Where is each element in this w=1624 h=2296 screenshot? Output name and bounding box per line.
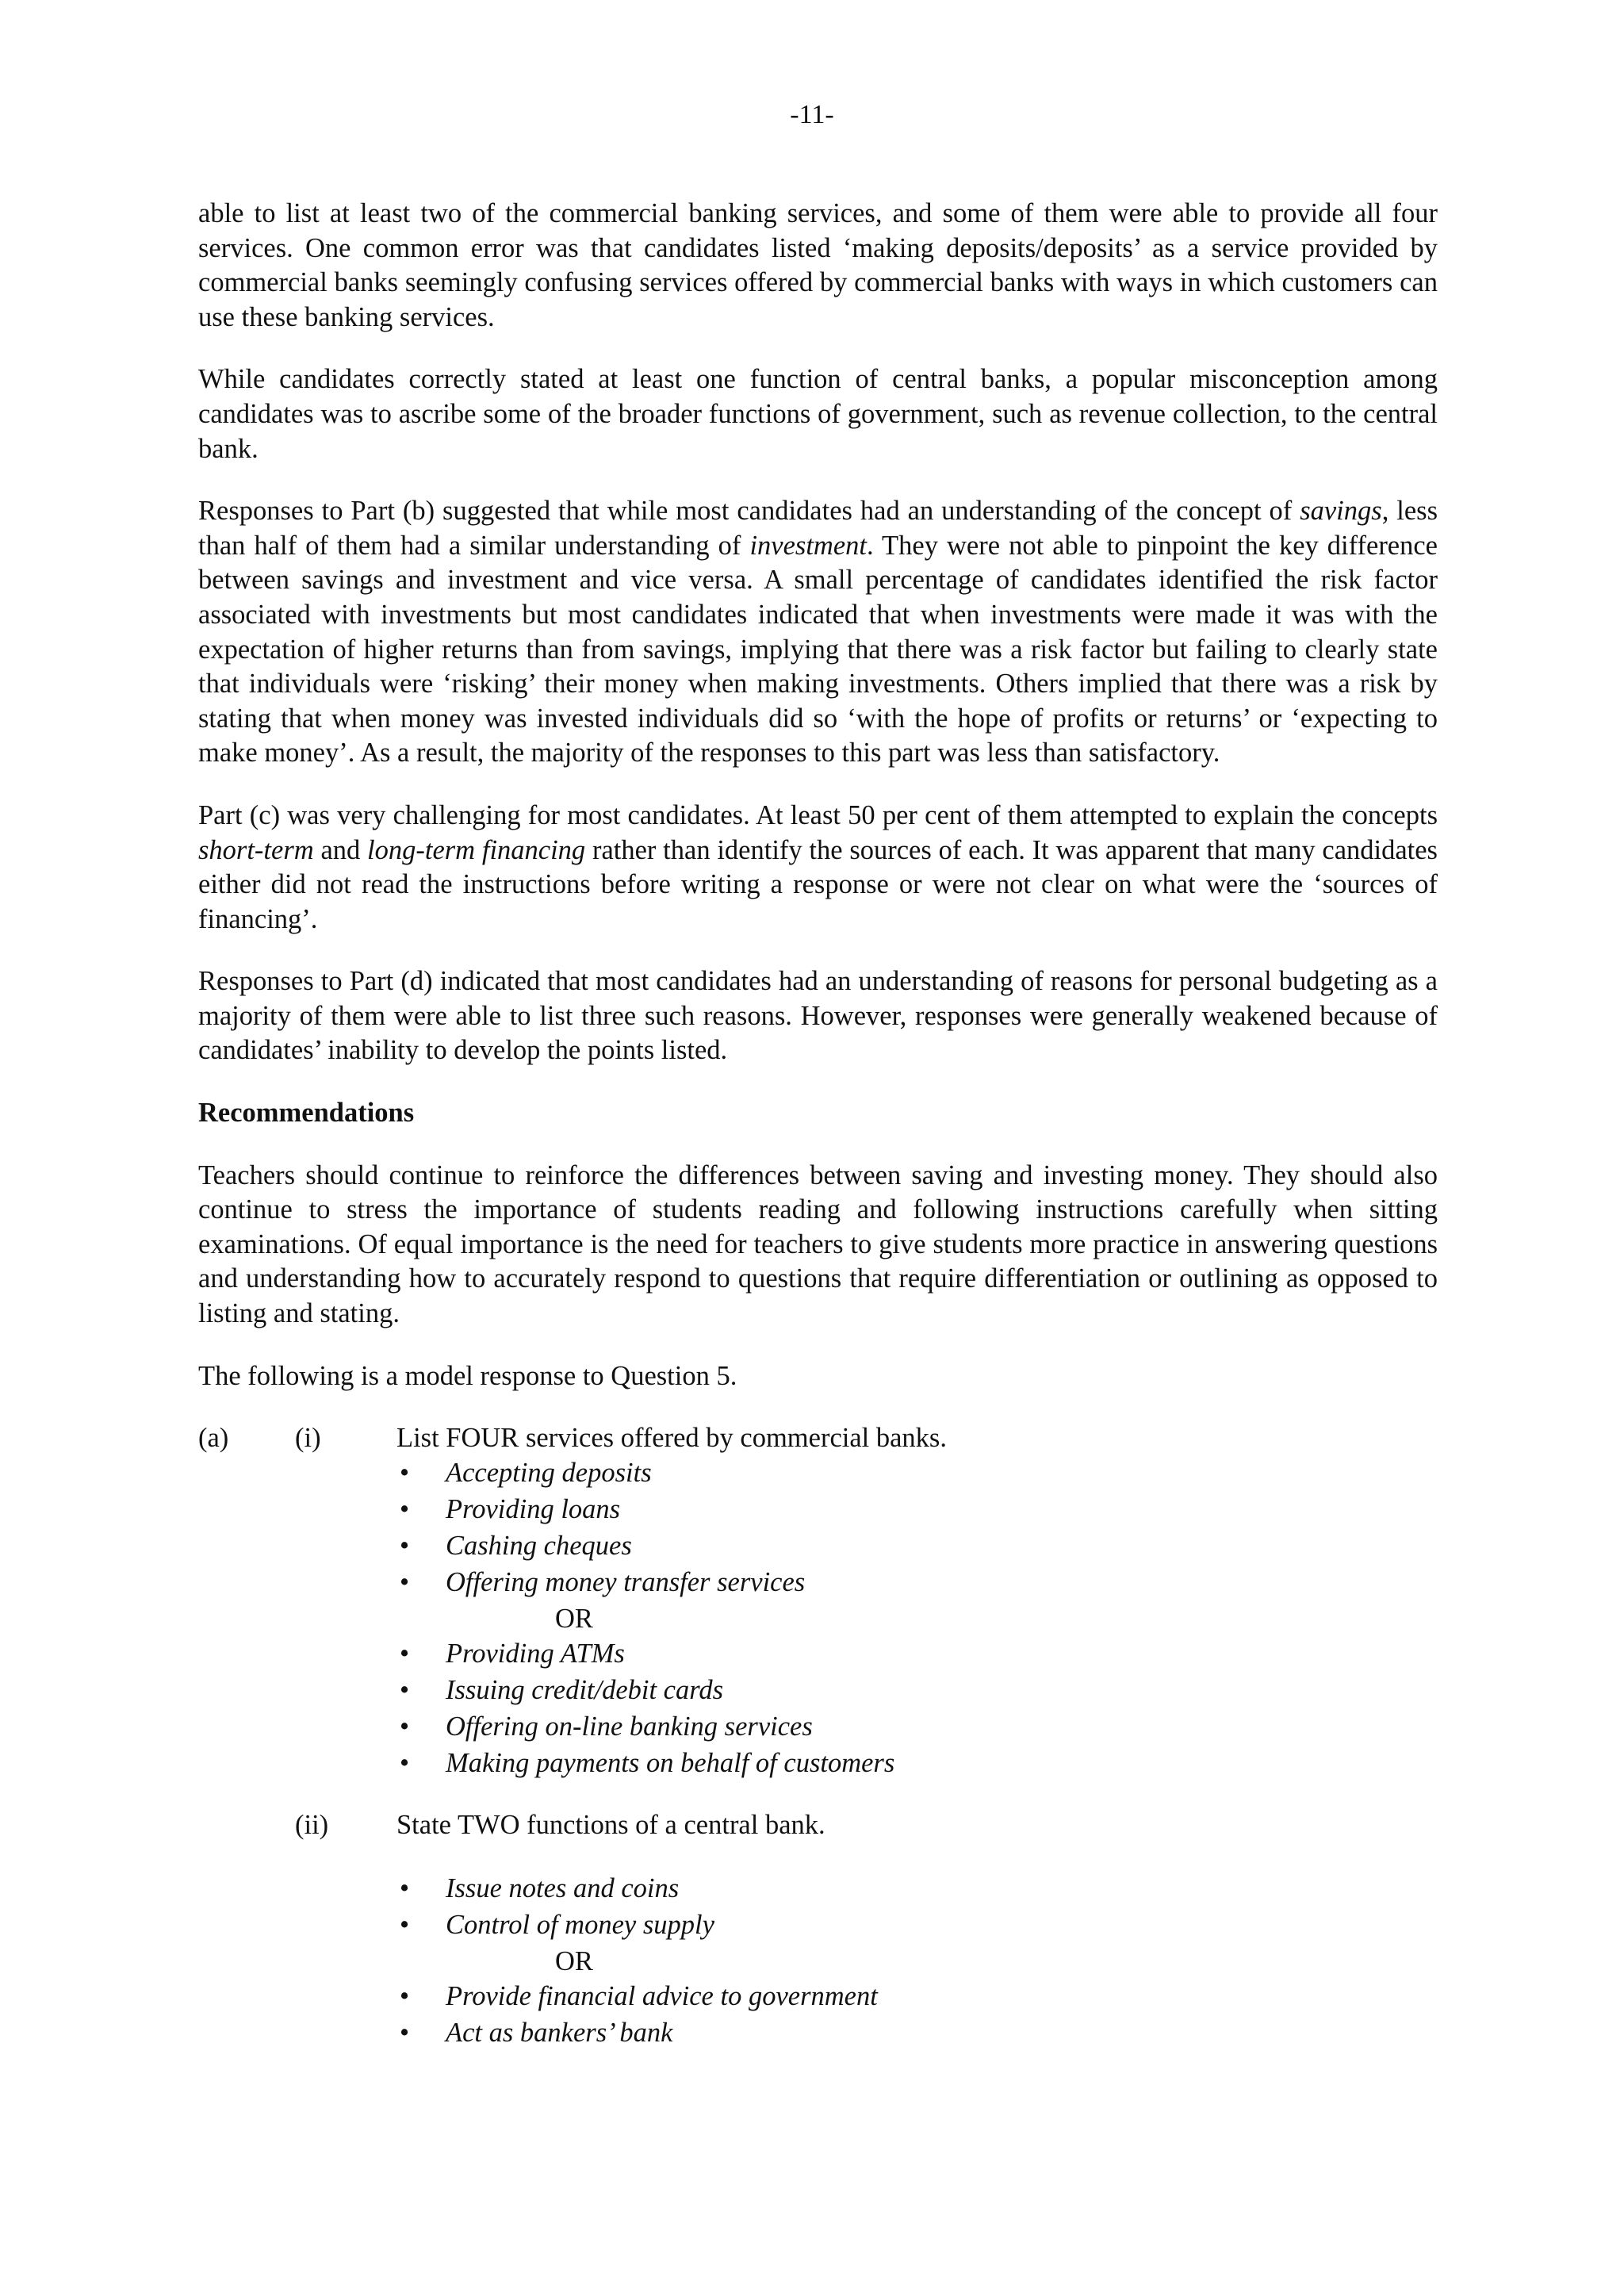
bullet-icon: • [400,1458,410,1489]
question-a-label: (a) [198,1423,229,1454]
part-b-emphasis-savings: savings [1300,496,1382,527]
part-b-text-2: , less than half of them had a similar understanding of [198,496,1438,561]
part-b-emphasis-investment: investment [749,530,867,561]
paragraph-recommendations: Teachers should continue to reinforce the differences between saving and investing money. They should also continue to stress the importance of students reading and following instructions carefully when sitting examinations. Of equal importance is the need for teachers to give students more practice in answering questions and understanding how to accurately respond to questions that require differentiation or outlining as opposed to listing and stating. [198,1159,1438,1329]
question-a-i [198,1421,1438,1783]
page-number: -11- [790,100,834,129]
model-response-intro: The following is a model response to Question 5. [198,1360,737,1391]
bullet-icon: • [400,1494,410,1525]
list-item: • Accepting deposits [396,1456,1438,1493]
bullet-icon: • [400,1675,410,1706]
or-separator: OR [555,1604,593,1635]
list-item: • Cashing cheques [396,1529,1438,1566]
part-c-emphasis-short-term: short-term [198,834,314,865]
answer-list-i-group-1 [198,1456,1438,1602]
bullet-icon: • [400,1873,410,1904]
list-item: • Offering on-line banking services [396,1710,1438,1746]
part-b-text-3: . They were not able to pinpoint the key difference between savings and investment and vice versa. A small percentage of candidates identified the risk factor associated with investments but most candidates indicated that when investments were made it was with the expectation of higher returns than from savings, implying that there was a risk factor but failing to clearly state that individuals were ‘risking’ their money when making investments. Others implied that there was a risk by stating that when money was invested individuals did so ‘with the hope of profits or returns’ or ‘expecting to make money’. As a result, the majority of the responses to this part was less than satisfactory. [198,530,1438,769]
part-c-text-2: and [313,834,368,865]
list-item: • Issue notes and coins [396,1872,1438,1908]
bullet-icon: • [400,2018,410,2049]
document-body [198,197,1438,2053]
paragraph-part-d: Responses to Part (d) indicated that most candidates had an understanding of reasons for personal budgeting as a majority of them were able to list three such reasons. However, responses were generally weakened because of candidates’ inability to develop the points listed. [198,966,1438,1066]
list-item: • Act as bankers’ bank [396,2016,1438,2053]
list-item: • Making payments on behalf of customers [396,1746,1438,1783]
bullet-icon: • [400,1567,410,1598]
list-item: • Control of money supply [396,1908,1438,1945]
bullet-icon: • [400,1910,410,1941]
recommendations-heading: Recommendations [198,1098,415,1129]
list-item: • Providing loans [396,1493,1438,1529]
answer-list-ii-group-2 [198,1980,1438,2053]
question-i-prompt: List FOUR services offered by commercial banks. [396,1423,947,1454]
paragraph-part-b [198,494,1438,771]
question-i-label: (i) [295,1423,321,1454]
part-c-text-1: Part (c) was very challenging for most candidates. At least 50 per cent of them attempted to explain the concepts [198,799,1438,830]
part-c-text-3: rather than identify the sources of each. It was apparent that many candidates either did not read the instructions before writing a response or were not clear on what were the ‘sources of financing’. [198,834,1438,934]
list-item: • Issuing credit/debit cards [396,1673,1438,1710]
answer-list-ii-group-1 [198,1872,1438,1945]
bullet-icon: • [400,1981,410,2012]
bullet-icon: • [400,1748,410,1779]
question-ii-label: (ii) [295,1810,329,1841]
paragraph-commercial-services: able to list at least two of the commercial banking services, and some of them were able to provide all four services. One common error was that candidates listed ‘making deposits/deposits’ as a service provided by commercial banks seemingly confusing services offered by commercial banks with ways in which customers can use these banking services. [198,198,1438,332]
bullet-icon: • [400,1531,410,1562]
question-ii-prompt: State TWO functions of a central bank. [396,1810,825,1841]
bullet-icon: • [400,1639,410,1669]
question-a-ii [198,1808,1438,2053]
question-a-ii-row [198,1808,1438,1843]
part-b-text-1: Responses to Part (b) suggested that while most candidates had an understanding of the concept of [198,496,1300,527]
paragraph-part-c [198,799,1438,937]
list-item: • Provide financial advice to government [396,1980,1438,2016]
part-c-emphasis-long-term: long-term financing [367,834,586,865]
question-a-i-row [198,1421,1438,1456]
bullet-icon: • [400,1711,410,1742]
or-separator: OR [555,1946,593,1977]
paragraph-central-bank: While candidates correctly stated at least one function of central banks, a popular misconception among candidates was to ascribe some of the broader functions of government, such as revenue collection, to the central bank. [198,364,1438,464]
answer-list-i-group-2 [198,1637,1438,1783]
list-item: • Offering money transfer services [396,1566,1438,1602]
list-item: • Providing ATMs [396,1637,1438,1673]
